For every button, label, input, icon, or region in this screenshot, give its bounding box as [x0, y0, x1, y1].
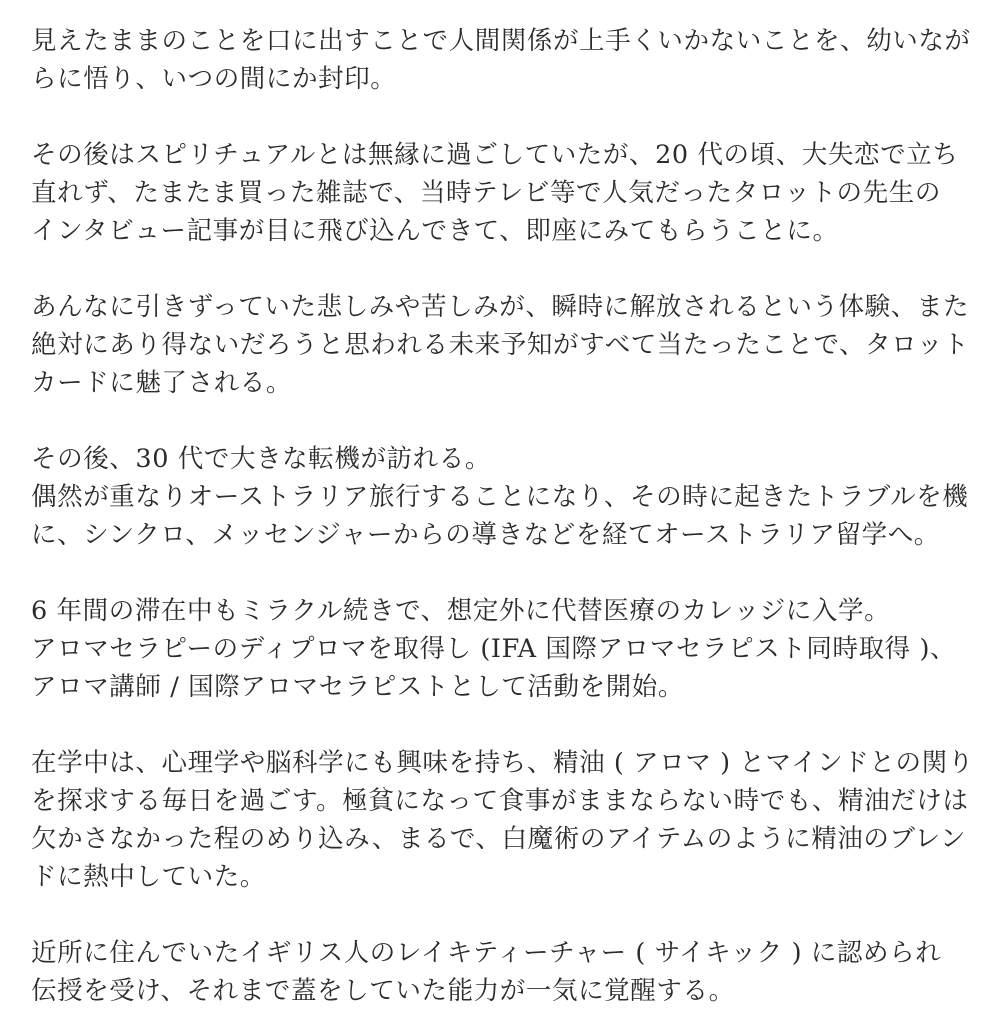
paragraph-2-line-2: 直れず、たまたま買った雑誌で、当時テレビ等で人気だったタロットの先生の [31, 178, 941, 208]
paragraph-1-line-2: らに悟り、いつの間にか封印。 [31, 64, 397, 94]
paragraph-4-line-3: に、シンクロ、メッセンジャーからの導きなどを経てオーストラリア留学へ。 [31, 520, 940, 550]
paragraph-6-line-3: 欠かさなかった程のめり込み、まるで、白魔術のアイテムのように精油のブレン [31, 824, 967, 854]
paragraph-5-line-3: アロマ講師 / 国際アロマセラピストとして活動を開始。 [31, 672, 685, 702]
paragraph-3-line-1: あんなに引きずっていた悲しみや苦しみが、瞬時に解放されるという体験、また [31, 292, 970, 322]
paragraph-3-line-2: 絶対にあり得ないだろうと思われる未来予知がすべて当たったことで、タロット [31, 330, 970, 360]
paragraph-4-line-2: 偶然が重なりオーストラリア旅行することになり、その時に起きたトラブルを機 [31, 482, 969, 512]
paragraph-3-line-3: カードに魅了される。 [31, 368, 293, 398]
paragraph-7-line-1: 近所に住んでいたイギリス人のレイキティーチャー ( サイキック ) に認められ [31, 938, 942, 968]
paragraph-2-line-1: その後はスピリチュアルとは無縁に過ごしていたが、20 代の頃、大失恋で立ち [31, 140, 959, 170]
paragraph-4-line-1: その後、30 代で大きな転機が訪れる。 [31, 444, 491, 474]
paragraph-6-line-4: ドに熱中していた。 [31, 862, 266, 892]
paragraph-7-line-2: 伝授を受け、それまで蓋をしていた能力が一気に覚醒する。 [31, 976, 735, 1006]
paragraph-1-line-1: 見えたままのことを口に出すことで人間関係が上手くいかないことを、幼いなが [31, 26, 971, 56]
paragraph-6-line-1: 在学中は、心理学や脳科学にも興味を持ち、精油 ( アロマ ) とマインドとの関り [31, 748, 974, 778]
paragraph-6-line-2: を探求する毎日を過ごす。極貧になって食事がままならない時でも、精油だけは [31, 786, 969, 816]
paragraph-5-line-2: アロマセラピーのディプロマを取得し (IFA 国際アロマセラピスト同時取得 )、 [31, 634, 957, 664]
paragraph-5-line-1: 6 年間の滞在中もミラクル続きで、想定外に代替医療のカレッジに入学。 [31, 596, 891, 626]
paragraph-2-line-3: インタビュー記事が目に飛び込んできて、即座にみてもらうことに。 [31, 216, 839, 246]
